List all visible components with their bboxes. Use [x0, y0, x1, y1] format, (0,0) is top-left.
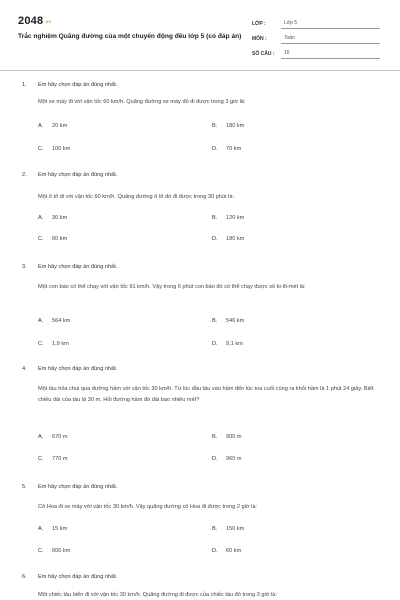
- option-text: 900 m: [226, 434, 242, 440]
- page-title: Trắc nghiệm Quãng đường của một chuyển động đều lớp 5 (có đáp án): [18, 33, 242, 40]
- option-text: 546 km: [226, 318, 245, 324]
- option-letter: D.: [212, 236, 218, 242]
- option-letter: A.: [38, 318, 44, 324]
- option-letter: B.: [212, 123, 218, 129]
- option-c[interactable]: [38, 236, 67, 242]
- header-divider: [0, 70, 400, 71]
- option-d[interactable]: [212, 341, 243, 347]
- option-d[interactable]: [212, 236, 244, 242]
- option-b[interactable]: [212, 215, 244, 221]
- meta-row-subject: [252, 29, 380, 44]
- question-instruction: Em hãy chọn đáp án đúng nhất.: [38, 574, 118, 580]
- question-text: Một con báo có thể chạy với vận tốc 91 km/h. Vậy trong 6 phút con báo đó có thể chạy được số ki-lô-mét là:: [38, 284, 306, 290]
- option-b[interactable]: [212, 318, 244, 324]
- option-b[interactable]: [212, 434, 242, 440]
- option-text: 60 km: [52, 236, 68, 242]
- option-d[interactable]: [212, 146, 241, 152]
- question-instruction: Em hãy chọn đáp án đúng nhất.: [38, 264, 118, 270]
- option-c[interactable]: [38, 548, 70, 554]
- option-text: 70 km: [226, 146, 242, 152]
- option-a[interactable]: [38, 318, 70, 324]
- option-c[interactable]: [38, 341, 69, 347]
- logo-suffix: .vn: [44, 19, 52, 24]
- option-letter: C.: [38, 341, 44, 347]
- meta-row-count: [252, 44, 380, 59]
- meta-value: Lớp 5: [281, 20, 380, 29]
- option-text: 670 m: [52, 434, 68, 440]
- option-d[interactable]: [212, 456, 242, 462]
- question-text: Một tàu hỏa chui qua đường hầm với vận tốc 30 km/h. Từ lúc đầu tàu vào hầm đến lúc toa cuối cùng ra khỏi hầm là 1 phút 24 giây. Biết chiều dài của tàu là 30 m. Hỏi đường hầm đó dài bao nhiêu mét?: [38, 386, 374, 403]
- option-text: 150 km: [226, 526, 245, 532]
- option-letter: A.: [38, 215, 44, 221]
- option-b[interactable]: [212, 123, 244, 129]
- meta-value: Toán: [281, 35, 380, 44]
- option-text: 960 m: [226, 456, 242, 462]
- option-letter: C.: [38, 236, 44, 242]
- option-text: 15 km: [52, 526, 68, 532]
- option-letter: B.: [212, 215, 218, 221]
- question-instruction: Em hãy chọn đáp án đúng nhất.: [38, 172, 118, 178]
- question-number: 6.: [22, 574, 27, 580]
- option-letter: B.: [212, 526, 218, 532]
- question-text: Một ô tô đi với vận tốc 60 km/h. Quãng đường ô tô đó đi được trong 30 phút là:: [38, 194, 235, 200]
- meta-label: LỚP :: [252, 21, 266, 27]
- question-instruction: Em hãy chọn đáp án đúng nhất.: [38, 366, 118, 372]
- question-number: 3.: [22, 264, 27, 270]
- option-c[interactable]: [38, 146, 70, 152]
- option-text: 120 km: [226, 215, 245, 221]
- option-letter: C.: [38, 456, 44, 462]
- option-text: 564 km: [52, 318, 71, 324]
- option-text: 60 km: [226, 548, 242, 554]
- option-letter: A.: [38, 434, 44, 440]
- question-instruction: Em hãy chọn đáp án đúng nhất.: [38, 484, 118, 490]
- option-a[interactable]: [38, 526, 67, 532]
- option-letter: C.: [38, 146, 44, 152]
- meta-label: MÔN :: [252, 36, 267, 42]
- option-text: 600 km: [52, 548, 71, 554]
- question-text: Cô Hoa đi xe máy với vận tốc 30 km/h. Vậy quãng đường cô Hoa đi được trong 2 giờ là:: [38, 504, 257, 510]
- option-c[interactable]: [38, 456, 68, 462]
- option-a[interactable]: [38, 123, 67, 129]
- option-text: 20 km: [52, 123, 68, 129]
- meta-label: SỐ CÂU :: [252, 51, 275, 57]
- question-text: Một xe máy đi với vận tốc 60 km/h. Quãng đường xe máy đó đi được trong 3 giờ là:: [38, 99, 246, 105]
- meta-value: 15: [281, 50, 380, 59]
- option-text: 180 km: [226, 123, 245, 129]
- option-a[interactable]: [38, 215, 67, 221]
- question-text: Một chiếc tàu biển đi với vận tốc 30 km/h. Quãng đường đi được của chiếc tàu đó trong 3 giờ là:: [38, 592, 277, 598]
- question-number: 1.: [22, 82, 27, 88]
- option-letter: A.: [38, 526, 44, 532]
- option-text: 180 km: [226, 236, 245, 242]
- site-logo[interactable]: [18, 15, 51, 27]
- option-text: 770 m: [52, 456, 68, 462]
- option-b[interactable]: [212, 526, 244, 532]
- meta-box: [252, 14, 380, 59]
- option-letter: C.: [38, 548, 44, 554]
- question-number: 2.: [22, 172, 27, 178]
- option-letter: D.: [212, 341, 218, 347]
- option-d[interactable]: [212, 548, 241, 554]
- option-letter: D.: [212, 548, 218, 554]
- option-letter: D.: [212, 456, 218, 462]
- option-letter: D.: [212, 146, 218, 152]
- meta-row-class: [252, 14, 380, 29]
- option-a[interactable]: [38, 434, 68, 440]
- question-number: 4.: [22, 366, 27, 372]
- option-text: 100 km: [52, 146, 71, 152]
- question-number: 5.: [22, 484, 27, 490]
- option-letter: A.: [38, 123, 44, 129]
- option-letter: B.: [212, 434, 218, 440]
- option-text: 1,9 km: [52, 341, 69, 347]
- option-letter: B.: [212, 318, 218, 324]
- option-text: 30 km: [52, 215, 68, 221]
- logo-main: 2048: [18, 15, 44, 27]
- question-instruction: Em hãy chọn đáp án đúng nhất.: [38, 82, 118, 88]
- option-text: 9,1 km: [226, 341, 243, 347]
